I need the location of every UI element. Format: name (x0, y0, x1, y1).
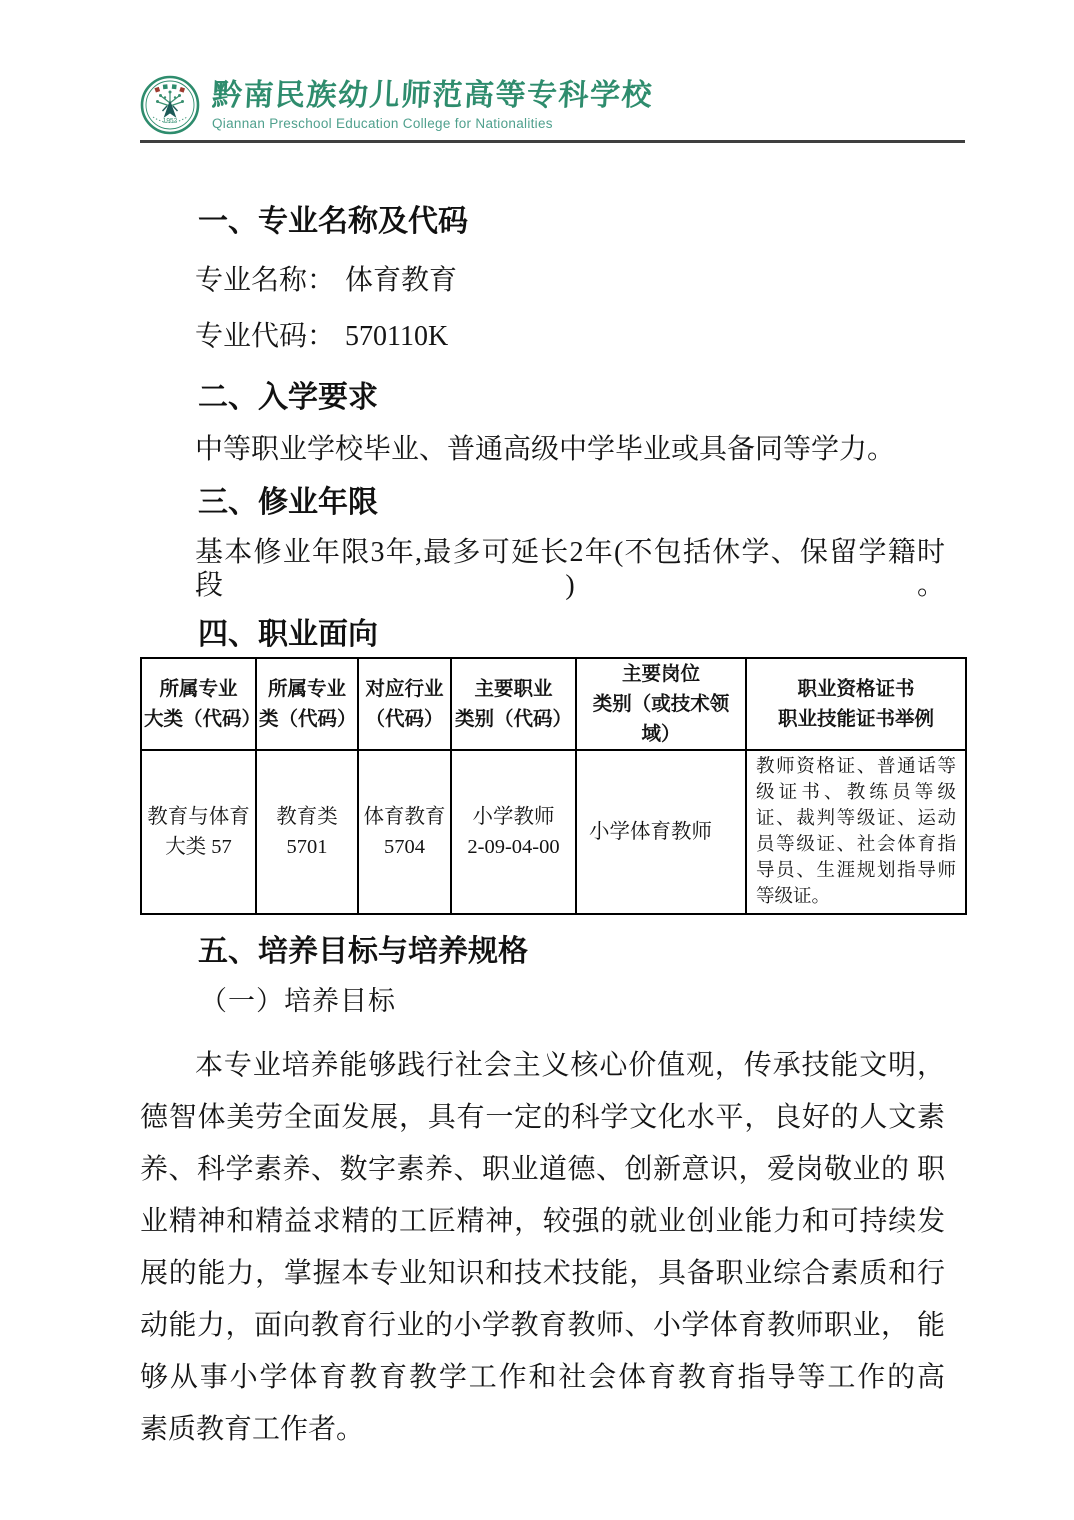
section-3-body: 基本修业年限3年,最多可延长2年(不包括休学、保留学籍时段)。 (195, 537, 945, 601)
major-code-value: 570110K (345, 321, 449, 352)
paragraph-line: 素质教育工作者。 (140, 1414, 365, 1445)
paragraph-line: 业精神和精益求精的工匠精神，较强的就业创业能力和可持续发 (140, 1206, 945, 1237)
section-4-heading: 四、职业面向 (198, 618, 378, 651)
paragraph-line: 展的能力，掌握本专业知识和技术技能，具备职业综合素质和行 (140, 1258, 945, 1289)
col-header-major-class: 所属专业 类（代码） (256, 658, 358, 750)
paragraph-line: 德智体美劳全面发展，具有一定的科学文化水平，良好的人文素 (140, 1102, 945, 1133)
table-header-row (141, 658, 966, 750)
cell-major-class: 教育类 5701 (256, 750, 358, 914)
major-name-label: 专业名称： (195, 265, 336, 296)
paragraph-line: 养、科学素养、数字素养、职业道德、创新意识，爱岗敬业的 职 (140, 1154, 945, 1185)
paragraph-line: 本专业培养能够践行社会主义核心价值观，传承技能文明， (195, 1050, 945, 1081)
section-5-subheading: （一）培养目标 (200, 986, 396, 1016)
cell-occupation: 小学教师 2-09-04-00 (451, 750, 576, 914)
cell-certificates: 教师资格证、普通话等级证书、教练员等级证、裁判等级证、运动员等级证、社会体育指导员、生涯规划指导师等级证。 (746, 750, 966, 914)
major-name-line (140, 264, 965, 297)
major-code-line (140, 320, 965, 353)
college-name-en: Qiannan Preschool Education College for Nationalities (212, 116, 553, 131)
header-divider (140, 140, 965, 143)
col-header-certificates: 职业资格证书 职业技能证书举例 (746, 658, 966, 750)
training-objective-paragraph (140, 1040, 945, 1456)
section-3-heading: 三、修业年限 (198, 486, 378, 519)
section-2-heading: 二、入学要求 (198, 381, 378, 414)
major-name-value: 体育教育 (345, 265, 458, 296)
career-orientation-table (140, 657, 967, 915)
col-header-industry: 对应行业 （代码） (358, 658, 451, 750)
major-code-label: 专业代码： (195, 321, 336, 352)
college-name-zh: 黔南民族幼儿师范高等专科学校 (211, 79, 654, 112)
section-1-heading: 一、专业名称及代码 (198, 205, 468, 238)
section-5-heading: 五、培养目标与培养规格 (198, 935, 528, 968)
paragraph-line: 够从事小学体育教育教学工作和社会体育教育指导等工作的高 (140, 1362, 945, 1393)
college-logo-emblem-icon (140, 75, 200, 135)
document-body (140, 205, 965, 1456)
col-header-major-category: 所属专业 大类（代码） (141, 658, 256, 750)
col-header-occupation: 主要职业 类别（代码） (451, 658, 576, 750)
col-header-post: 主要岗位 类别（或技术领域） (576, 658, 746, 750)
logo-year: 1952 (162, 117, 178, 125)
college-name-block (212, 79, 653, 131)
cell-major-category: 教育与体育 大类 57 (141, 750, 256, 914)
paragraph-line: 动能力，面向教育行业的小学教育教师、小学体育教师职业， 能 (140, 1310, 945, 1341)
section-2-body: 中等职业学校毕业、普通高级中学毕业或具备同等学力。 (195, 434, 896, 465)
page-header (140, 74, 965, 136)
table-row (141, 750, 966, 914)
cell-industry: 体育教育 5704 (358, 750, 451, 914)
cell-post: 小学体育教师 (576, 750, 746, 914)
